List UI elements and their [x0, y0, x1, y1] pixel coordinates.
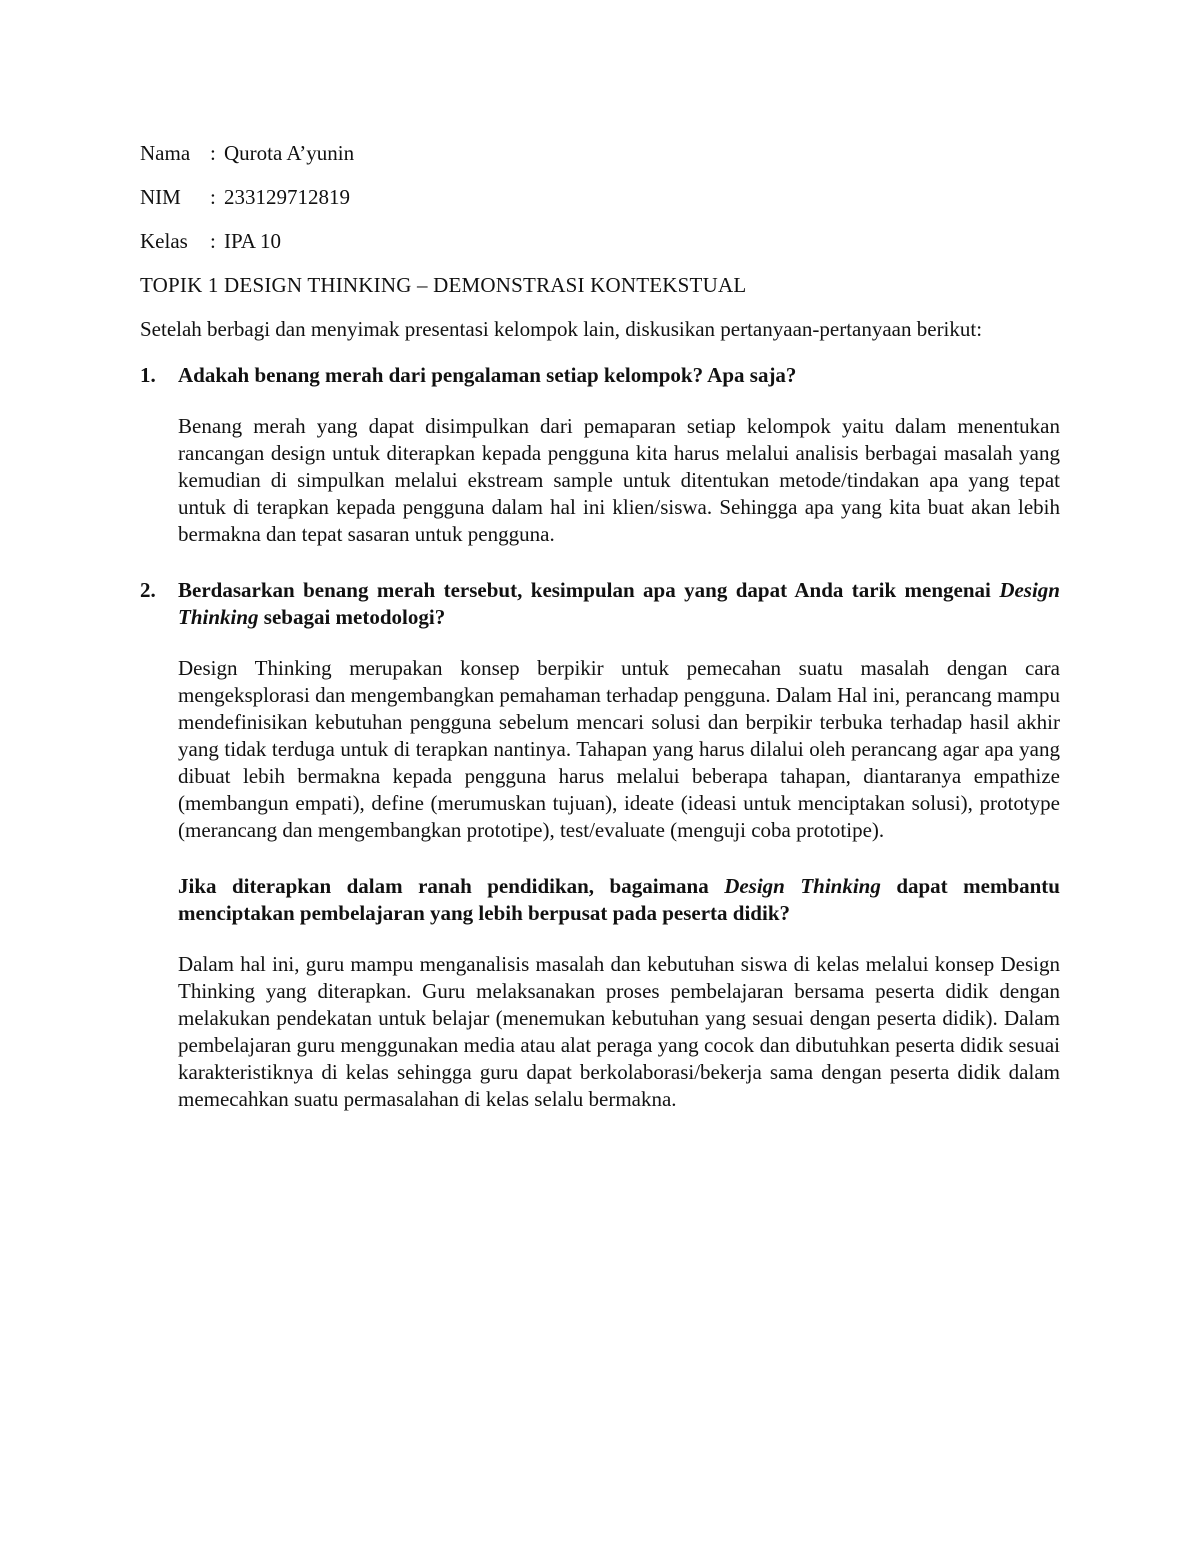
nama-label: Nama [140, 141, 191, 165]
question-3-text-start: Jika diterapkan dalam ranah pendidikan, bagaimana [178, 874, 725, 898]
question-2 [140, 577, 1060, 631]
question-1 [140, 362, 1060, 389]
question-2-text-end: sebagai metodologi? [258, 605, 446, 629]
question-3-text-end: dapat membantu menciptakan pembelajaran yang lebih berpusat pada peserta didik? [178, 874, 1060, 925]
kelas-value: IPA 10 [224, 229, 282, 253]
answer-1: Benang merah yang dapat disimpulkan dari pemaparan setiap kelompok yaitu dalam menentukan rancangan design untuk diterapkan kepada pengguna kita harus melalui analisis berbagai masalah yang kemudian di simpulkan melalui ekstream sample untuk ditentukan metode/tindakan apa yang tepat untuk di terapkan kepada pengguna dalam hal ini klien/siswa. Sehingga apa yang kita buat akan lebih bermakna dan tepat sasaran untuk pengguna. [178, 414, 1060, 546]
kelas-row [140, 228, 1060, 255]
nama-separator: : [210, 141, 216, 165]
question-2-text [178, 577, 1060, 631]
document-content [140, 140, 1060, 1142]
question-3 [178, 873, 1060, 927]
kelas-separator: : [210, 229, 216, 253]
nama-value: Qurota A’yunin [224, 141, 355, 165]
question-1-text: Adakah benang merah dari pengalaman setiap kelompok? Apa saja? [178, 363, 797, 387]
question-2-text-italic: Design Thinking [178, 578, 1060, 629]
intro-paragraph: Setelah berbagi dan menyimak presentasi kelompok lain, diskusikan pertanyaan-pertanyaan berikut: [140, 317, 983, 341]
nim-separator: : [210, 185, 216, 209]
question-2-text-start: Berdasarkan benang merah tersebut, kesimpulan apa yang dapat Anda tarik mengenai [178, 578, 1000, 602]
question-2-number: 2. [140, 578, 156, 602]
answer-3: Dalam hal ini, guru mampu menganalisis masalah dan kebutuhan siswa di kelas melalui konsep Design Thinking yang diterapkan. Guru melaksanakan proses pembelajaran bersama peserta didik dengan melakukan pendekatan untuk belajar (menemukan kebutuhan yang sesuai dengan peserta didik). Dalam pembelajaran guru menggunakan media atau alat peraga yang cocok dan dibutuhkan peserta didik sesuai karakteristiknya di kelas sehingga guru dapat berkolaborasi/bekerja sama dengan peserta didik dalam memecahkan suatu permasalahan di kelas selalu bermakna. [178, 952, 1060, 1111]
topic-heading: TOPIK 1 DESIGN THINKING – DEMONSTRASI KONTEKSTUAL [140, 273, 747, 297]
nama-row [140, 140, 1060, 167]
nim-row [140, 184, 1060, 211]
nim-value: 233129712819 [224, 185, 350, 209]
question-1-number: 1. [140, 363, 156, 387]
answer-2: Design Thinking merupakan konsep berpikir untuk pemecahan suatu masalah dengan cara mengeksplorasi dan mengembangkan pemahaman terhadap pengguna. Dalam Hal ini, perancang mampu mendefinisikan kebutuhan pengguna sebelum mencari solusi dan berpikir terbuka terhadap hasil akhir yang tidak terduga untuk di terapkan nantinya. Tahapan yang harus dilalui oleh perancang agar apa yang dibuat lebih bermakna kepada pengguna harus melalui beberapa tahapan, diantaranya empathize (membangun empati), define (merumuskan tujuan), ideate (ideasi untuk menciptakan solusi), prototype (merancang dan mengembangkan prototipe), test/evaluate (menguji coba prototipe). [178, 656, 1060, 842]
kelas-label: Kelas [140, 229, 188, 253]
nim-label: NIM [140, 185, 181, 209]
question-3-text-italic: Design Thinking [724, 874, 881, 898]
